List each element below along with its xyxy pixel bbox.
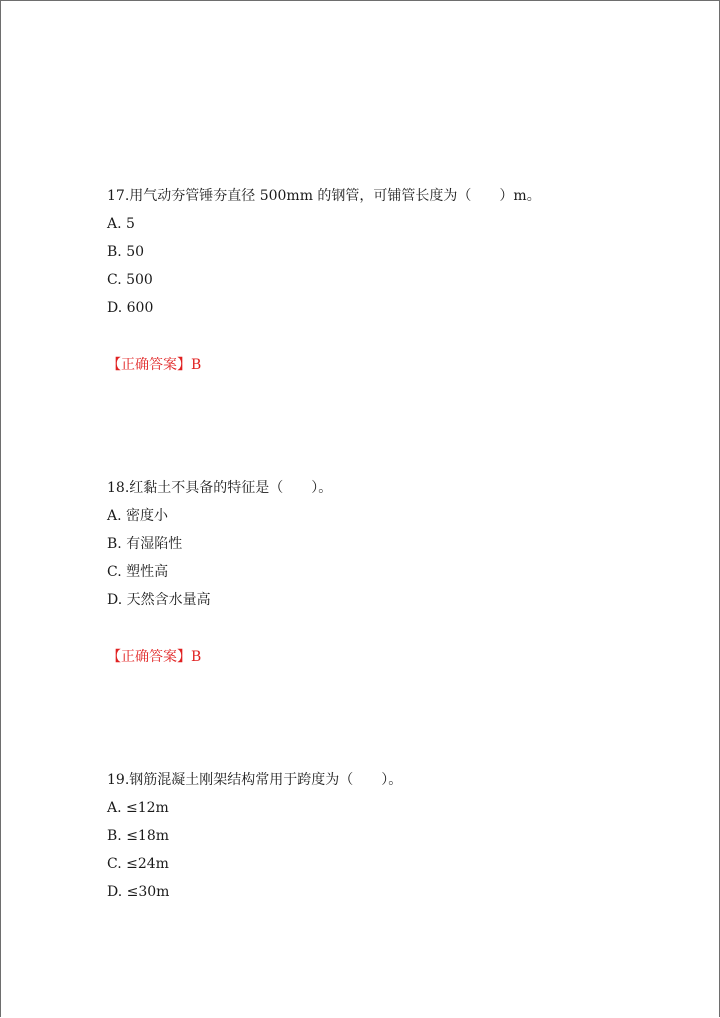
option-d: D. ≤30m xyxy=(107,884,170,900)
option-b: B. 有湿陷性 xyxy=(107,536,183,552)
option-b: B. 50 xyxy=(107,244,145,260)
answer-label: 【正确答案】 xyxy=(107,357,191,373)
option-d: D. 天然含水量高 xyxy=(107,592,211,608)
option-c: C. ≤24m xyxy=(107,856,169,872)
answer-18 xyxy=(107,647,201,667)
answer-17 xyxy=(107,355,201,375)
question-19 xyxy=(107,770,667,902)
answer-label: 【正确答案】 xyxy=(107,649,191,665)
option-b: B. ≤18m xyxy=(107,828,170,844)
answer-value: B xyxy=(191,357,202,373)
option-a: A. ≤12m xyxy=(107,800,169,816)
option-c: C. 塑性高 xyxy=(107,564,169,580)
question-title: 18.红黏土不具备的特征是（ ）。 xyxy=(107,480,333,496)
question-18 xyxy=(107,478,667,610)
option-a: A. 5 xyxy=(107,216,135,232)
answer-value: B xyxy=(191,649,202,665)
option-c: C. 500 xyxy=(107,272,153,288)
question-17 xyxy=(107,186,667,318)
question-title: 19.钢筋混凝土刚架结构常用于跨度为（ ）。 xyxy=(107,772,403,788)
question-title: 17.用气动夯管锤夯直径 500mm 的钢管，可铺管长度为（ ）m。 xyxy=(107,188,541,204)
option-a: A. 密度小 xyxy=(107,508,169,524)
option-d: D. 600 xyxy=(107,300,154,316)
